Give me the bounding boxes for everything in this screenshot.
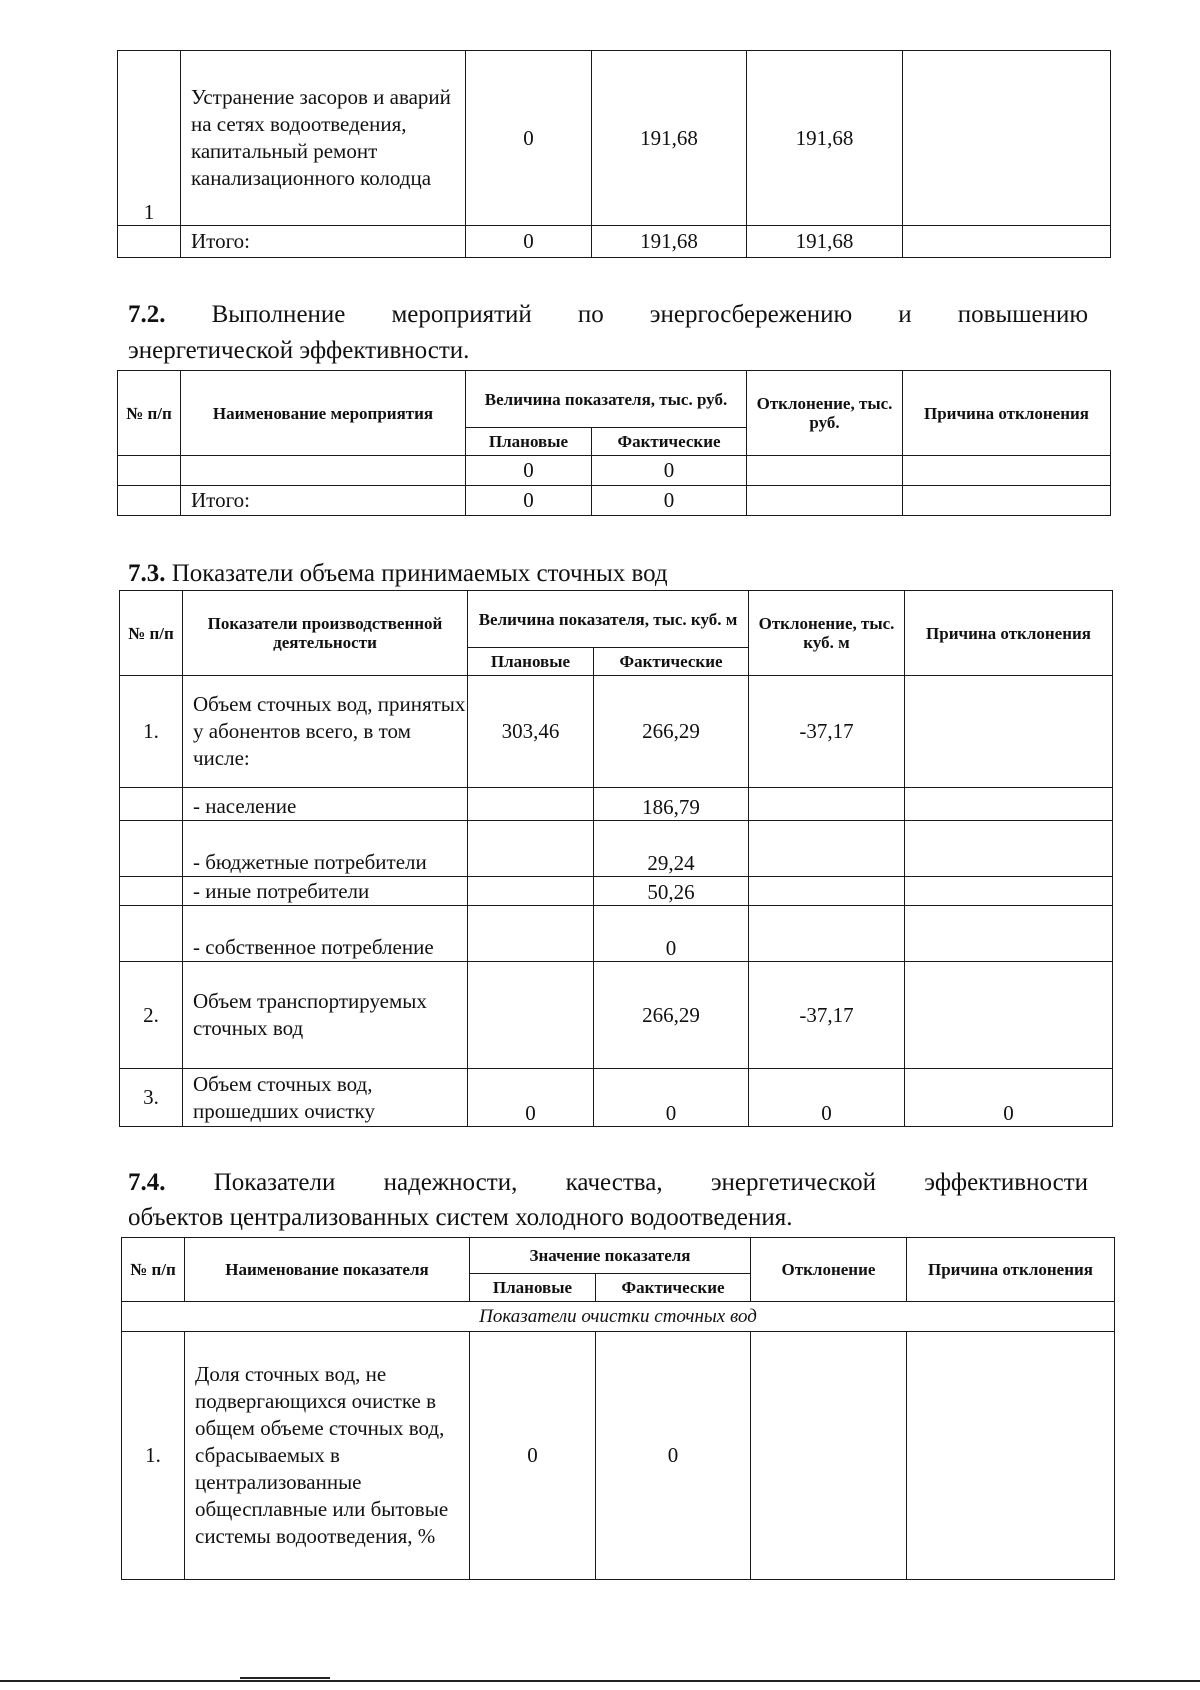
total-row: [118, 486, 1111, 516]
reliability-table: [121, 1237, 1115, 1580]
row-fact: 29,24: [594, 821, 749, 877]
group-row: [122, 1302, 1115, 1332]
total-deviation: 191,68: [747, 226, 903, 258]
header-num: № п/п: [118, 371, 181, 456]
row-name: Устранение засоров и аварий на сетях водоотведения, капитальный ремонт канализационного колодца: [181, 51, 466, 226]
row-number: 1: [118, 51, 181, 226]
row-plan: 0: [466, 51, 592, 226]
energy-table: [117, 370, 1111, 516]
header-value: Величина показателя, тыс. куб. м: [468, 591, 749, 648]
row-name: - иные потребители: [183, 877, 468, 906]
header-row: [118, 371, 1111, 428]
table-row: [120, 1069, 1113, 1127]
repair-table: [117, 50, 1111, 258]
total-fact: 0: [592, 486, 747, 516]
section-7-4-title-line2: объектов централизованных систем холодного водоотведения.: [128, 1204, 793, 1231]
header-name: Наименование показателя: [185, 1238, 470, 1302]
header-num: № п/п: [120, 591, 183, 676]
row-number: 1.: [120, 676, 183, 788]
wastewater-volume-table: [119, 590, 1113, 1127]
total-row: [118, 226, 1111, 258]
total-label: Итого:: [181, 226, 466, 258]
section-7-4-title: 7.4. Показатели надежности, качества, энергетической эффективности: [128, 1169, 1088, 1196]
header-reason: Причина отклонения: [907, 1238, 1115, 1302]
header-fact: Фактические: [596, 1274, 751, 1302]
row-reason: [905, 676, 1113, 788]
row-fact: 266,29: [594, 962, 749, 1069]
header-plan: Плановые: [466, 428, 592, 456]
total-label: Итого:: [181, 486, 466, 516]
row-name: - бюджетные потребители: [183, 821, 468, 877]
row-number: 1.: [122, 1332, 185, 1580]
total-fact: 191,68: [592, 226, 747, 258]
header-plan: Плановые: [468, 648, 594, 676]
row-reason: 0: [905, 1069, 1113, 1127]
row-name: Доля сточных вод, не подвергающихся очистке в общем объеме сточных вод, сбрасываемых в централизованные общесплавные или бытовые системы водоотведения, %: [185, 1332, 470, 1580]
header-fact: Фактические: [592, 428, 747, 456]
header-num: № п/п: [122, 1238, 185, 1302]
table-row: [120, 788, 1113, 821]
header-deviation: Отклонение: [751, 1238, 907, 1302]
header-deviation: Отклонение, тыс. куб. м: [749, 591, 905, 676]
table-row: [120, 877, 1113, 906]
row-plan: 0: [466, 456, 592, 486]
row-name: - население: [183, 788, 468, 821]
table-row: [118, 51, 1111, 226]
row-deviation: -37,17: [749, 962, 905, 1069]
table-row: [120, 676, 1113, 788]
row-name: Объем сточных вод, прошедших очистку: [183, 1069, 468, 1127]
row-number: 2.: [120, 962, 183, 1069]
row-fact: 50,26: [594, 877, 749, 906]
section-7-2-title-line2: энергетической эффективности.: [128, 337, 470, 364]
header-deviation: Отклонение, тыс. руб.: [747, 371, 903, 456]
row-deviation: -37,17: [749, 676, 905, 788]
header-reason: Причина отклонения: [905, 591, 1113, 676]
row-fact: 0: [592, 456, 747, 486]
table-row: [120, 906, 1113, 962]
header-row: [122, 1238, 1115, 1274]
total-plan: 0: [466, 226, 592, 258]
section-7-3-title: 7.3. Показатели объема принимаемых сточных вод: [128, 560, 668, 587]
row-fact: 0: [594, 906, 749, 962]
row-number: 3.: [120, 1069, 183, 1127]
header-fact: Фактические: [594, 648, 749, 676]
header-name: Показатели производственной деятельности: [183, 591, 468, 676]
row-fact: 191,68: [592, 51, 747, 226]
row-plan: 0: [470, 1332, 596, 1580]
table-row: [120, 821, 1113, 877]
header-plan: Плановые: [470, 1274, 596, 1302]
row-name: Объем сточных вод, принятых у абонентов всего, в том числе:: [183, 676, 468, 788]
header-reason: Причина отклонения: [903, 371, 1111, 456]
row-fact: 266,29: [594, 676, 749, 788]
header-value: Величина показателя, тыс. руб.: [466, 371, 747, 428]
header-row: [120, 591, 1113, 648]
row-reason: [903, 51, 1111, 226]
row-plan: 0: [468, 1069, 594, 1127]
header-value: Значение показателя: [470, 1238, 751, 1274]
table-row: [118, 456, 1111, 486]
row-name: - собственное потребление: [183, 906, 468, 962]
page-bottom-mark: [240, 1677, 330, 1679]
page-bottom-rule: [0, 1680, 1200, 1682]
group-label: Показатели очистки сточных вод: [122, 1302, 1115, 1332]
row-fact: 186,79: [594, 788, 749, 821]
row-plan: 303,46: [468, 676, 594, 788]
total-plan: 0: [466, 486, 592, 516]
table-row: [120, 962, 1113, 1069]
row-name: Объем транспортируемых сточных вод: [183, 962, 468, 1069]
table-row: [122, 1332, 1115, 1580]
section-7-2-title: 7.2. Выполнение мероприятий по энергосбережению и повышению: [128, 301, 1088, 328]
row-deviation: 0: [749, 1069, 905, 1127]
header-name: Наименование мероприятия: [181, 371, 466, 456]
row-fact: 0: [594, 1069, 749, 1127]
row-deviation: 191,68: [747, 51, 903, 226]
row-fact: 0: [596, 1332, 751, 1580]
